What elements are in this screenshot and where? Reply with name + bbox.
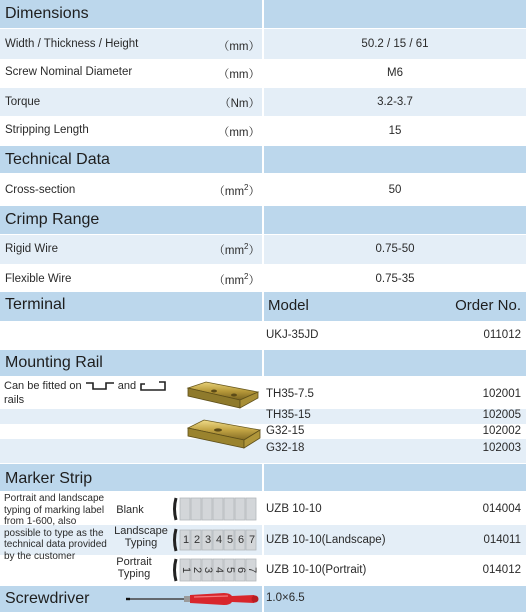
spec-value: 3.2-3.7 <box>377 96 413 108</box>
landscape-digit: 4 <box>216 534 223 546</box>
screwdriver-title: Screwdriver <box>5 590 90 607</box>
spec-unit: $(mm^2)$ <box>213 183 260 198</box>
portrait-label: Portrait Typing <box>116 556 152 580</box>
top-hat-rail-icon <box>85 381 115 391</box>
rail-row <box>0 424 526 439</box>
portrait-digit: 6 <box>235 566 248 574</box>
marker-header <box>0 464 526 491</box>
screwdriver-image <box>124 590 262 608</box>
spec-value: 0.75-50 <box>375 243 415 255</box>
rail-model: G32-15 <box>266 425 305 437</box>
marker-description: Portrait and landscape typing of marking label from 1-600, also possible to type as the technical data provided by the customer <box>4 493 107 562</box>
spec-label: Screw Nominal Diameter <box>5 66 133 78</box>
rail-description-end: rails <box>4 394 25 406</box>
spec-label: Stripping Length <box>5 124 89 136</box>
marker-model: UZB 10-10(Landscape) <box>266 534 386 546</box>
spec-label: Rigid Wire <box>5 243 59 255</box>
rail-description: Can be fitted on and <box>4 380 167 392</box>
spec-row <box>0 116 526 145</box>
spec-unit: （mm） <box>217 127 260 139</box>
spec-value: 50 <box>388 184 402 196</box>
column-divider <box>262 146 264 173</box>
rail-row <box>0 409 526 424</box>
crimp-title: Crimp Range <box>5 211 100 228</box>
spec-value: 50.2 / 15 / 61 <box>361 38 429 50</box>
landscape-digit: 2 <box>194 534 201 546</box>
landscape-digit: 1 <box>183 534 190 546</box>
column-divider <box>262 0 264 28</box>
terminal-header <box>0 292 526 321</box>
spec-label: Flexible Wire <box>5 273 72 285</box>
portrait-digit: 4 <box>213 566 226 574</box>
spec-row <box>0 173 526 205</box>
mounting-title: Mounting Rail <box>5 354 103 371</box>
column-divider <box>262 464 264 491</box>
rail-order: 102003 <box>482 442 521 454</box>
screwdriver-header <box>0 586 526 612</box>
spec-row <box>0 88 526 116</box>
column-divider <box>262 350 264 376</box>
dimensions-title: Dimensions <box>5 5 89 22</box>
rail-model: G32-18 <box>266 442 305 454</box>
portrait-digit: 1 <box>180 566 193 574</box>
spec-value: 0.75-35 <box>375 273 415 285</box>
terminal-order: 011012 <box>483 329 521 341</box>
spec-unit: （mm） <box>217 41 260 53</box>
landscape-label: Landscape Typing <box>114 525 168 549</box>
spec-label: Width / Thickness / Height <box>5 38 139 50</box>
crimp-header <box>0 206 526 234</box>
g-rail-icon <box>139 381 167 391</box>
marker-order: 014011 <box>483 534 521 546</box>
spec-unit: $(mm^2)$ <box>213 242 260 257</box>
technical-header <box>0 146 526 173</box>
portrait-digit: 5 <box>224 566 237 574</box>
spec-row <box>0 235 526 264</box>
portrait-digit: 2 <box>191 566 204 574</box>
spec-row <box>0 29 526 59</box>
blank-marker-strip <box>172 496 262 522</box>
column-divider <box>262 586 264 612</box>
model-column-header: Model <box>268 297 309 314</box>
spec-label: Cross-section <box>5 184 76 196</box>
mounting-header <box>0 350 526 376</box>
spec-unit: （Nm） <box>219 98 260 110</box>
spec-unit: $(mm^2)$ <box>213 272 260 287</box>
rail-order: 102005 <box>482 409 521 421</box>
marker-title: Marker Strip <box>5 470 93 487</box>
spec-value: M6 <box>387 67 403 79</box>
landscape-digit: 7 <box>249 534 256 546</box>
top-hat-rail-image <box>184 378 262 414</box>
rail-order: 102002 <box>482 425 521 437</box>
column-divider <box>262 525 264 555</box>
marker-model: UZB 10-10(Portrait) <box>266 564 367 576</box>
spec-row <box>0 59 526 88</box>
g-rail-image <box>184 416 262 452</box>
screwdriver-size: 1.0×6.5 <box>266 592 305 604</box>
portrait-digit: 7 <box>246 566 259 574</box>
spec-value: 15 <box>388 125 402 137</box>
rail-model: TH35-7.5 <box>266 388 314 400</box>
marker-order: 014012 <box>482 564 521 576</box>
marker-model: UZB 10-10 <box>266 503 322 515</box>
rail-order: 102001 <box>482 388 521 400</box>
column-divider <box>262 206 264 234</box>
column-divider <box>262 292 264 321</box>
landscape-digit: 3 <box>205 534 212 546</box>
spec-label: Torque <box>5 96 41 108</box>
terminal-model: UKJ-35JD <box>266 329 319 341</box>
portrait-digit: 3 <box>202 566 215 574</box>
dimensions-header <box>0 0 526 28</box>
rail-model: TH35-15 <box>266 409 311 421</box>
spec-row <box>0 264 526 293</box>
order-column-header: Order No. <box>455 297 521 314</box>
landscape-digit: 6 <box>238 534 245 546</box>
terminal-title: Terminal <box>5 296 66 313</box>
terminal-row <box>0 321 526 349</box>
landscape-digit: 5 <box>227 534 234 546</box>
spec-unit: （mm） <box>217 69 260 81</box>
marker-order: 014004 <box>482 503 521 515</box>
technical-title: Technical Data <box>5 151 110 168</box>
blank-label: Blank <box>116 504 144 516</box>
rail-row <box>0 439 526 463</box>
